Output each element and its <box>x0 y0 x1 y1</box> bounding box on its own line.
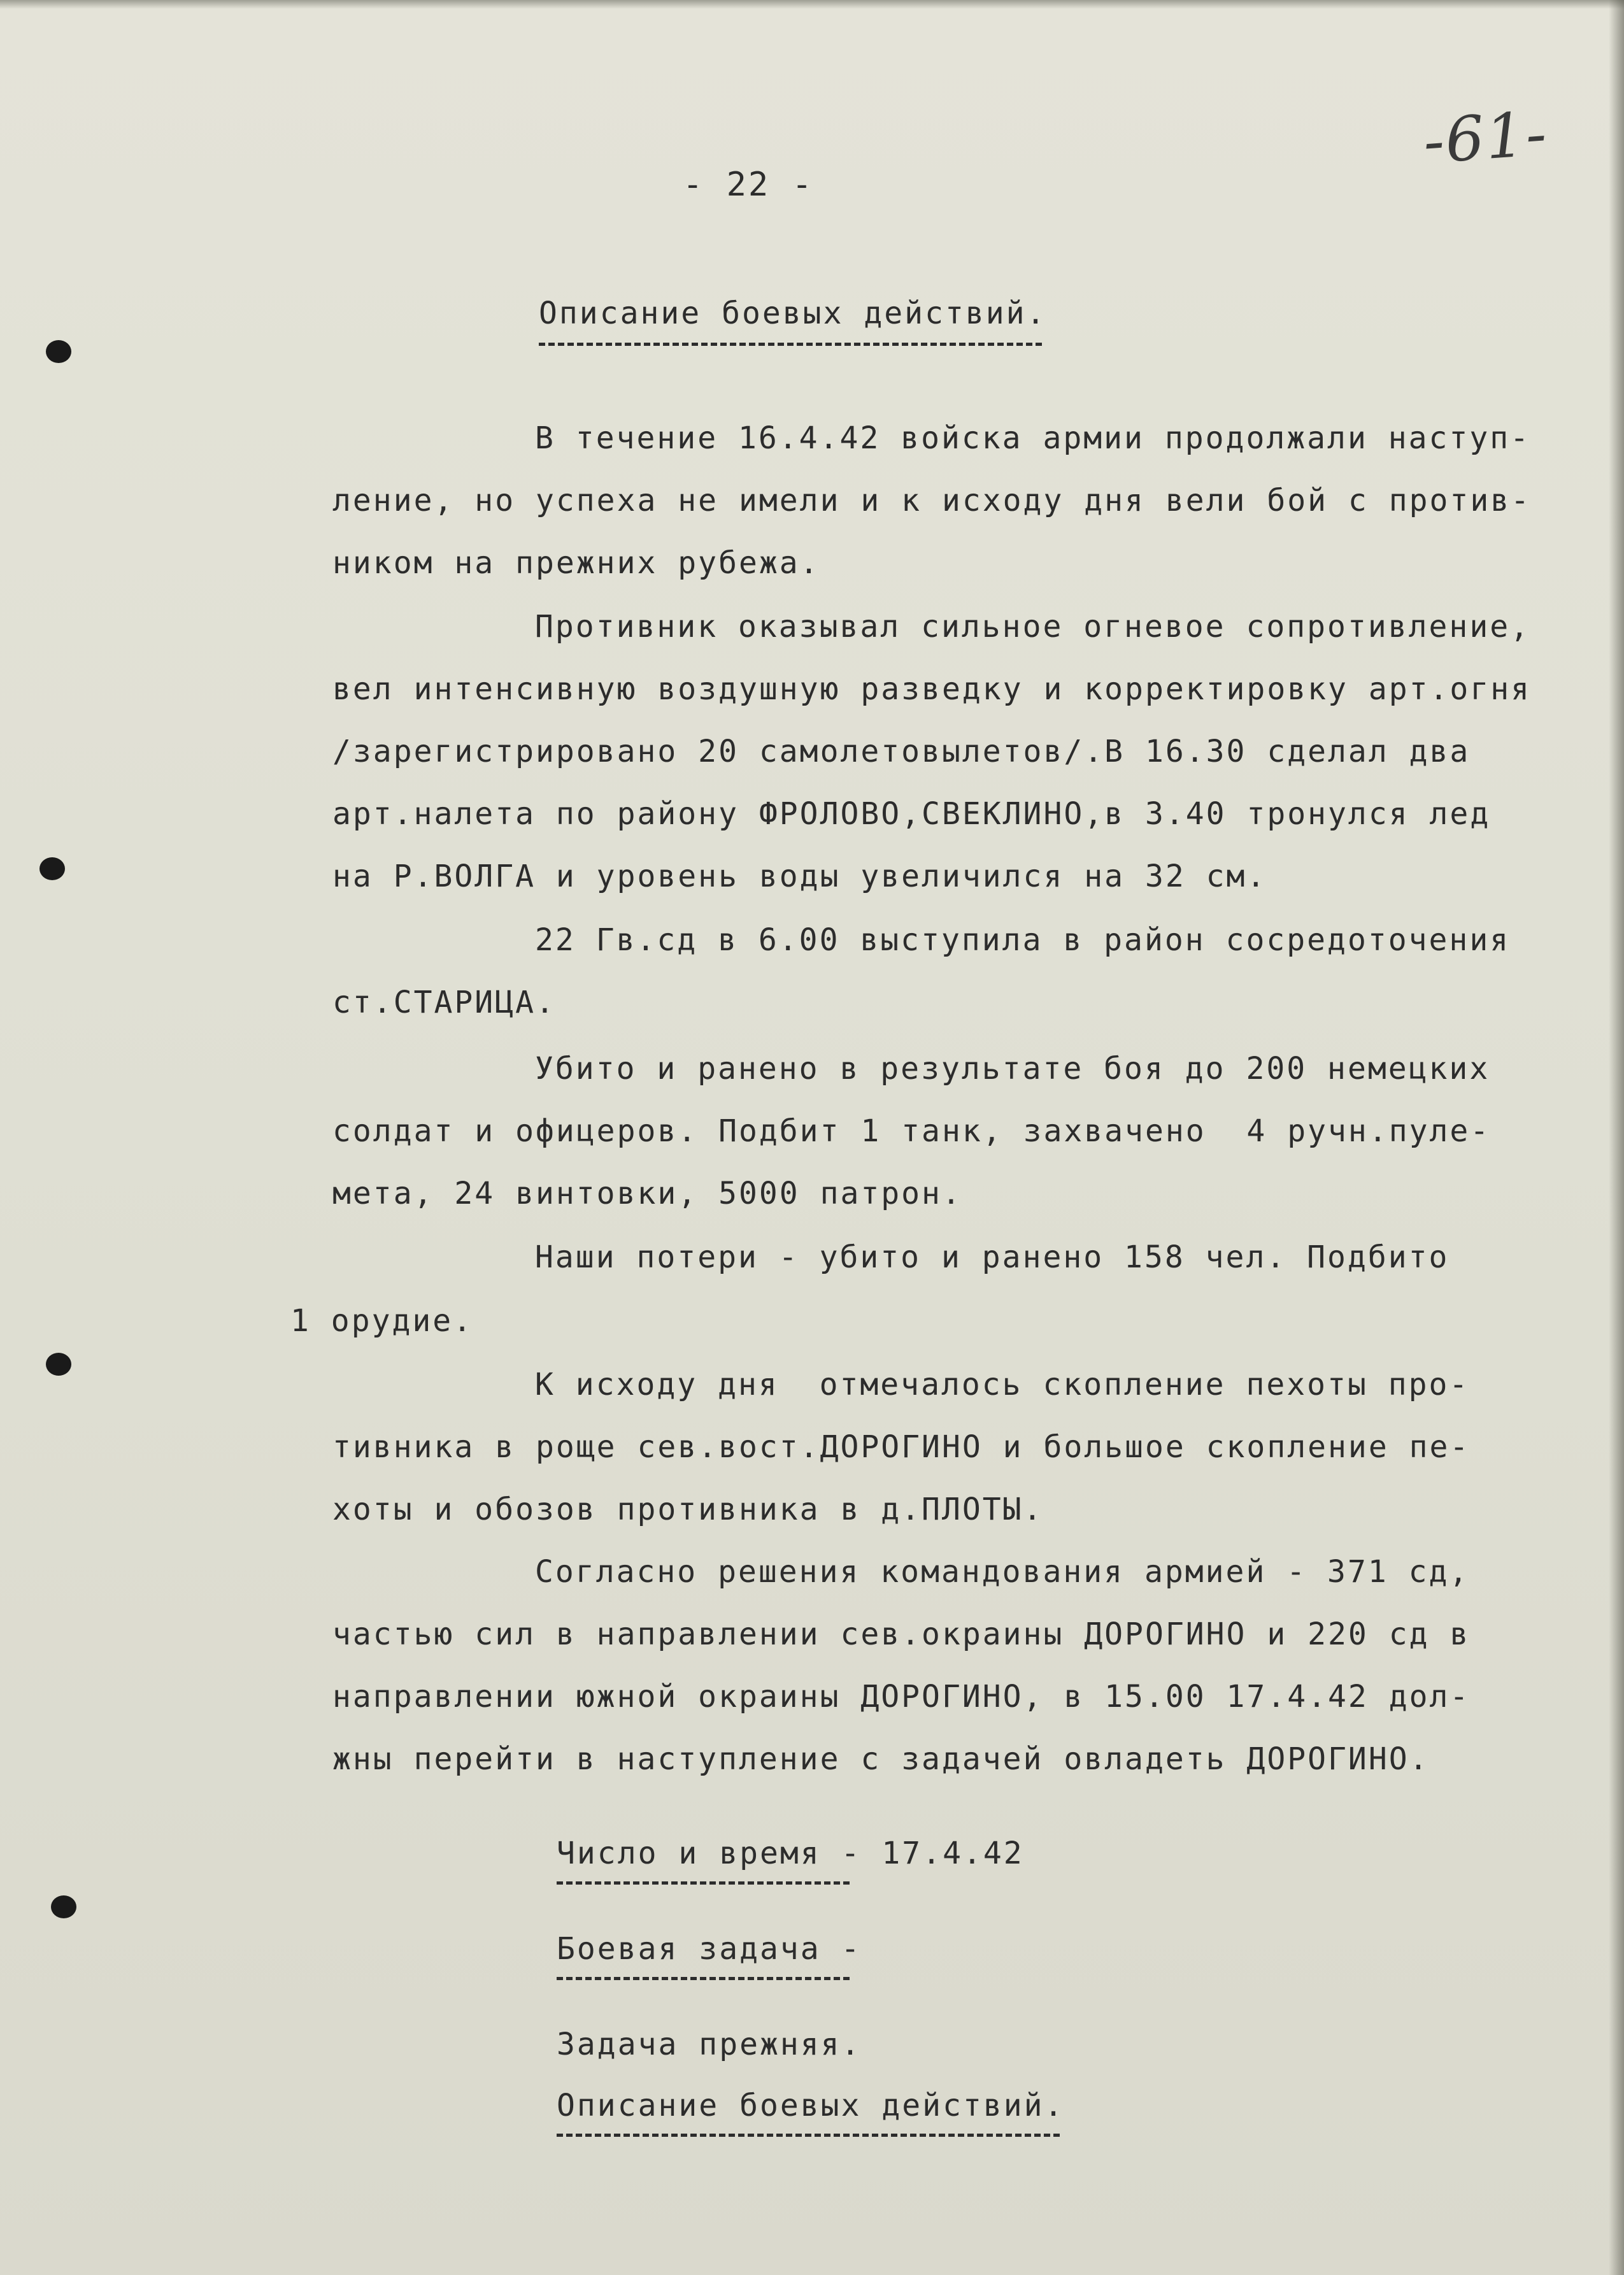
text-line: направлении южной окраины ДОРОГИНО, в 15.00 17.4.42 дол- <box>332 1679 1471 1715</box>
heading-underline <box>539 343 1042 346</box>
text-line: на Р.ВОЛГА и уровень воды увеличился на 32 см. <box>332 859 1267 894</box>
text-line: частью сил в направлении сев.окраины ДОРОГИНО и 220 сд в <box>332 1616 1471 1652</box>
page-number: - 22 - <box>683 166 814 204</box>
text-line: 1 орудие. <box>290 1303 474 1339</box>
text-line: арт.налета по району ФРОЛОВО,СВЕКЛИНО,в 3.40 тронулся лед <box>332 796 1491 832</box>
punch-hole <box>39 857 65 880</box>
text-line: 22 Гв.сд в 6.00 выступила в район сосредоточения <box>535 922 1511 958</box>
text-line: ст.СТАРИЦА. <box>332 985 556 1020</box>
task-text: Задача прежняя. <box>557 2027 862 2062</box>
text-line: /зарегистрировано 20 самолетовылетов/.В 16.30 сделал два <box>332 734 1471 769</box>
date-underline <box>557 1881 850 1885</box>
page-shadow-right <box>1609 0 1624 2275</box>
text-line: ником на прежних рубежа. <box>332 545 820 581</box>
text-line: солдат и офицеров. Подбит 1 танк, захвачено 4 ручн.пуле- <box>332 1113 1491 1149</box>
text-line: жны перейти в наступление с задачей овладеть ДОРОГИНО. <box>332 1741 1430 1777</box>
task-underline <box>557 1977 850 1980</box>
section-heading-2: Описание боевых действий. <box>557 2088 1065 2123</box>
punch-hole <box>46 1353 71 1376</box>
section-heading: Описание боевых действий. <box>539 296 1047 331</box>
heading2-underline <box>557 2134 1060 2137</box>
archive-folio-number: -61- <box>1421 97 1550 178</box>
text-line: Противник оказывал сильное огневое сопротивление, <box>535 609 1531 645</box>
text-line: В течение 16.4.42 войска армии продолжали наступ- <box>535 420 1531 456</box>
punch-hole <box>51 1895 76 1918</box>
text-line: ление, но успеха не имели и к исходу дня вели бой с против- <box>332 483 1532 518</box>
text-line: хоты и обозов противника в д.ПЛОТЫ. <box>332 1492 1044 1527</box>
page-shadow-top <box>0 0 1624 9</box>
punch-hole <box>46 340 71 363</box>
text-line: Наши потери - убито и ранено 158 чел. Подбито <box>535 1239 1449 1275</box>
date-time-line: Число и время - 17.4.42 <box>557 1836 1024 1871</box>
text-line: Согласно решения командования армией - 371 сд, <box>535 1554 1470 1590</box>
text-line: Убито и ранено в результате боя до 200 немецких <box>535 1051 1490 1087</box>
text-line: тивника в роще сев.вост.ДОРОГИНО и большое скопление пе- <box>332 1429 1471 1465</box>
text-line: вел интенсивную воздушную разведку и корректировку арт.огня <box>332 671 1532 707</box>
task-heading: Боевая задача - <box>557 1931 862 1967</box>
text-line: К исходу дня отмечалось скопление пехоты про- <box>535 1367 1470 1402</box>
text-line: мета, 24 винтовки, 5000 патрон. <box>332 1176 962 1211</box>
